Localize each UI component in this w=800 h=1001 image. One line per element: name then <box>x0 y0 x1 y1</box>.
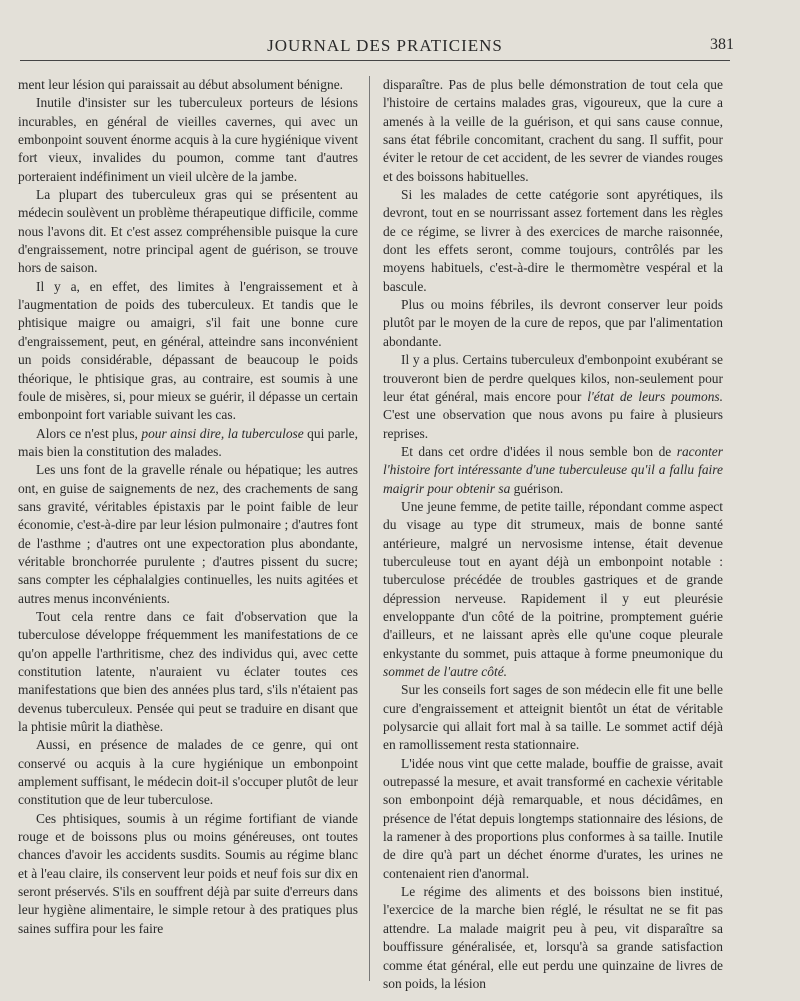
paragraph <box>18 608 358 736</box>
paragraph <box>18 76 358 94</box>
paragraph <box>383 76 723 186</box>
paragraph-text: Le régime des aliments et des boissons bien institué, l'exercice de la marche bien réglé, le résultat ne se fit pas attendre. La malade maigrit peu à peu, vit disparaître sa bouffissure généralisée, et, lorsqu'à sa grande satisfaction comme état général, elle eut perdu une quinzaine de livres de son poids, la lésion <box>383 884 723 991</box>
paragraph <box>18 186 358 278</box>
paragraph-text: L'idée nous vint que cette malade, bouffie de graisse, avait outrepassé la mesure, et avait transformé en cachexie véritable son embonpoint déjà remarquable, et nous décidâmes, en présence de l'état depuis longtemps stationnaire des lésions, de la ramener à des proportions plus conformes à sa taille. Inutile de dire qu'à part un déchet énorme d'urates, les urines ne contenaient rien d'anormal. <box>383 755 723 881</box>
paragraph-text: Une jeune femme, de petite taille, répondant comme aspect du visage au type dit strumeux, mais de bonne santé antérieure, malgré un nervosisme intense, était devenue tuberculeuse tout en ayant déjà un embonpoint notable : tuberculose précédée de troubles gastriques et de grande dépression nerveuse. Rapidement il y eut pleurésie enveloppante d'un côté de la poitrine, promptement guérie d'ailleurs, et ne laissant après elle qu'une coque pleurale enkystante du sommet, puis attaque à forme pneumonique du <box>383 498 723 661</box>
italic-text: sommet de l'autre côté. <box>383 664 508 679</box>
paragraph <box>383 681 723 754</box>
paragraph <box>383 351 723 443</box>
paragraph <box>18 425 358 462</box>
paragraph-text: Il y a plus. Certains tuberculeux d'embonpoint exubérant se trouveront bien de perdre quelques kilos, non-seulement pour leur état général, mais encore pour <box>383 352 723 404</box>
paragraph <box>18 461 358 608</box>
italic-text: pour ainsi dire, la tuberculose <box>141 425 304 441</box>
paragraph-text: Il y a, en effet, des limites à l'engraissement et à l'augmentation de poids des tuberculeux. Et tandis que le phtisique maigre ou amaigri, s'il fait une bonne cure d'engraissement, peut, en général, atteindre sans inconvénient un poids considérable, dépassant de beaucoup le poids théorique, le phtisique gras, au contraire, est soumis à une foule de misères, si, pour mieux se guérir, il dépasse un certain embonpoint fort variable suivant les cas. <box>18 278 358 423</box>
paragraph <box>383 443 723 498</box>
left-column <box>18 76 358 938</box>
paragraph-text: C'est une observation que nous avons pu faire à plusieurs reprises. <box>383 407 723 441</box>
paragraph <box>18 810 358 938</box>
paragraph-text: Aussi, en présence de malades de ce genre, qui ont conservé ou acquis à la cure hygiénique un embonpoint amplement suffisant, le médecin doit-il s'occuper plutôt de leur constitution que de leur tuberculose. <box>18 737 358 808</box>
column-divider <box>369 76 370 981</box>
paragraph <box>18 736 358 809</box>
paragraph-text: Les uns font de la gravelle rénale ou hépatique; les autres ont, en guise de saignements de nez, des crachements de sang sans gravité, véritables épistaxis par le point faible de leur économie, c'est-à-dire par leur lésion pulmonaire ; d'autres font de l'asthme ; d'autres ont une expectoration plus abondante, véritable bronchorrée purulente ; d'autres pissent du sucre; sans compter les céphalalgies continuelles, les nuits agitées et autres menus inconvénients. <box>18 462 358 606</box>
paragraph-text: ment leur lésion qui paraissait au début absolument bénigne. <box>18 77 344 92</box>
paragraph-text: Sur les conseils fort sages de son médecin elle fit une belle cure d'engraissement et atteignit bientôt un état de véritable polysarcie qui allait fort mal à sa taille. Le sommet actif déjà en ramollissement resta stationnaire. <box>383 682 723 753</box>
paragraph-text: Ces phtisiques, soumis à un régime fortifiant de viande rouge et de boissons plus ou moins généreuses, ont toutes chances d'avoir les accidents susdits. Soumis au régime blanc et à l'eau claire, ils conservent leur poids et neuf fois sur dix en seront préservés. S'ils en souffrent déjà par suite d'erreurs dans leur hygiène alimentaire, le simple retour à des pratiques plus saines suffira pour les faire <box>18 810 358 936</box>
paragraph-text: qui parle, mais bien la constitution des malades. <box>18 425 358 459</box>
paragraph-text: Et dans cet ordre d'idées il nous semble bon de <box>401 443 677 459</box>
paragraph <box>383 296 723 351</box>
italic-text: l'état de leurs poumons. <box>587 388 724 404</box>
paragraph-text: Alors ce n'est plus, <box>36 425 142 441</box>
paragraph-text: disparaître. Pas de plus belle démonstration de tout cela que l'histoire de certains malades gras, vigoureux, que la cure a amenés à la veille de la guérison, et qui sans cause connue, sans état fébrile concomitant, crachent du sang. Il suffit, pour éviter le retour de cet accident, de les sevrer de viandes rouges et des boissons habituelles. <box>383 77 723 184</box>
paragraph-text: Tout cela rentre dans ce fait d'observation que la tuberculose développe fréquemment les manifestations de ce qu'on appelle l'arthritisme, chez des individus qui, avec cette constitution latente, n'auraient vu éclater toutes ces manifestations que bien des années plus tard, s'ils n'étaient pas devenus tuberculeux. Pensée qui peut se traduire en disant que la phtisie mûrit la diathèse. <box>18 608 358 735</box>
paragraph <box>383 498 723 681</box>
paragraph <box>383 883 723 993</box>
header-rule <box>20 60 730 61</box>
paragraph-text: Si les malades de cette catégorie sont apyrétiques, ils devront, tout en se nourrissant assez fortement dans les règles de ce régime, se livrer à des exercices de marche raisonnée, dont les effets seront, comme toujours, contrôlés par les moyens habituels, c'est-à-dire le thermomètre vespéral et la bascule. <box>383 187 723 294</box>
paragraph <box>18 278 358 425</box>
paragraph <box>18 94 358 186</box>
right-column <box>383 76 723 993</box>
paragraph-text: Plus ou moins fébriles, ils devront conserver leur poids plutôt par le moyen de la cure de repos, que par l'alimentation abondante. <box>383 297 723 349</box>
running-header <box>20 36 734 60</box>
paragraph <box>383 186 723 296</box>
journal-title: JOURNAL DES PRATICIENS <box>267 36 503 55</box>
page-number: 381 <box>710 36 734 53</box>
paragraph <box>383 755 723 883</box>
paragraph-text: La plupart des tuberculeux gras qui se présentent au médecin soulèvent un problème thérapeutique difficile, comme nous l'avons dit. Et c'est assez compréhensible puisque la cure d'engraissement, notre principal agent de guérison, se trouve hors de saison. <box>18 187 358 276</box>
paragraph-text: guérison. <box>510 480 564 496</box>
italic-text: raconter l'histoire fort intéressante d'une tuberculeuse qu'il a fallu faire maigrir pour obtenir sa <box>383 443 723 496</box>
paragraph-text: Inutile d'insister sur les tuberculeux porteurs de lésions incurables, en général de vieilles cavernes, qui avec un embonpoint souvent énorme acquis à la cure hygiénique vivent fort vieux, invalides du poumon, comme tant d'autres porteraient indéfiniment un vieil ulcère de la jambe. <box>18 95 358 184</box>
